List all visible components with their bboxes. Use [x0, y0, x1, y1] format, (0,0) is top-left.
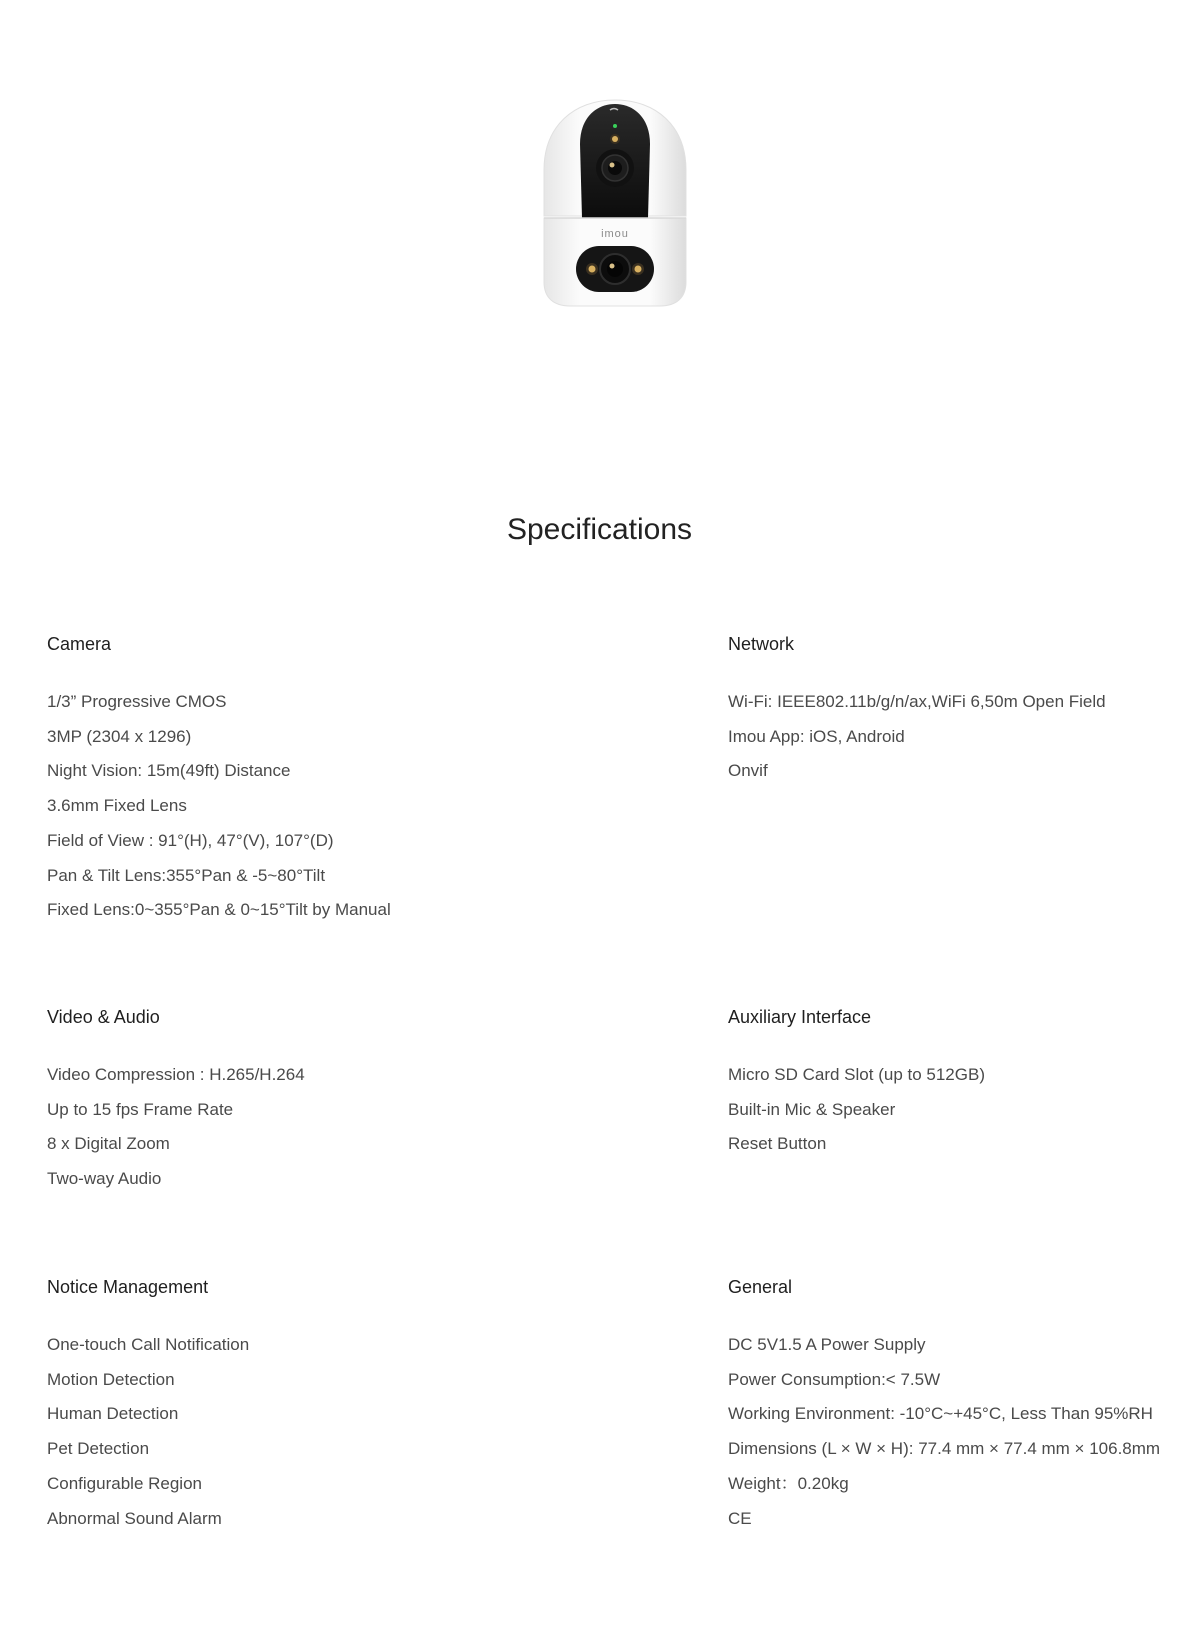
- spec-item: Imou App: iOS, Android: [728, 726, 905, 746]
- section-heading: Camera: [47, 634, 112, 654]
- spec-item: Working Environment: -10°C~+45°C, Less Than 95%RH: [728, 1404, 1153, 1424]
- spec-item: Wi-Fi: IEEE802.11b/g/n/ax,WiFi 6,50m Open Field: [728, 692, 1106, 711]
- spec-item: Field of View : 91°(H), 47°(V), 107°(D): [47, 830, 334, 850]
- spec-item: Up to 15 fps Frame Rate: [47, 1099, 234, 1119]
- spec-list: [728, 1328, 1199, 1536]
- spec-item: Two-way Audio: [47, 1169, 162, 1189]
- spec-item: Micro SD Card Slot (up to 512GB): [728, 1065, 985, 1084]
- spec-item: 3MP (2304 x 1296): [47, 726, 192, 746]
- spec-item: Onvif: [728, 761, 768, 781]
- spec-item: 1/3” Progressive CMOS: [47, 692, 227, 711]
- spec-list: [728, 1058, 1199, 1162]
- spec-item: Pan & Tilt Lens:355°Pan & -5~80°Tilt: [47, 865, 326, 885]
- spec-item: 8 x Digital Zoom: [47, 1134, 170, 1154]
- spec-section-auxiliary-interface: [728, 1006, 1199, 1162]
- spec-list: [47, 1328, 527, 1536]
- spec-list: [728, 685, 1199, 789]
- product-image-camera: [540, 96, 690, 310]
- spec-list: [47, 685, 527, 928]
- spec-item: CE: [728, 1508, 752, 1528]
- brand-logo-text: imou: [601, 228, 629, 240]
- spec-item: Video Compression : H.265/H.264: [47, 1065, 305, 1084]
- spec-item: Power Consumption:< 7.5W: [728, 1369, 941, 1389]
- spec-section-general: [728, 1276, 1199, 1536]
- section-heading: Video & Audio: [47, 1007, 160, 1027]
- spec-item: Configurable Region: [47, 1473, 202, 1493]
- section-heading: Network: [728, 634, 795, 654]
- section-heading: Notice Management: [47, 1277, 209, 1297]
- section-heading: Auxiliary Interface: [728, 1007, 872, 1027]
- section-heading: General: [728, 1277, 793, 1297]
- spec-item: Fixed Lens:0~355°Pan & 0~15°Tilt by Manual: [47, 900, 391, 920]
- spec-list: [47, 1058, 527, 1197]
- spec-item: Built-in Mic & Speaker: [728, 1099, 896, 1119]
- spec-item: DC 5V1.5 A Power Supply: [728, 1335, 926, 1354]
- spec-item: Human Detection: [47, 1404, 179, 1424]
- spec-section-notice-management: [47, 1276, 527, 1536]
- spec-section-camera: [47, 633, 527, 928]
- spec-item: Weight：0.20kg: [728, 1473, 849, 1493]
- spec-item: Dimensions (L × W × H): 77.4 mm × 77.4 mm × 106.8mm: [728, 1439, 1161, 1459]
- page-title: Specifications: [506, 513, 693, 546]
- spec-item: Reset Button: [728, 1134, 827, 1154]
- spec-item: Pet Detection: [47, 1439, 150, 1459]
- spec-section-video-audio: [47, 1006, 527, 1197]
- spec-item: Abnormal Sound Alarm: [47, 1508, 222, 1528]
- spec-item: Motion Detection: [47, 1369, 175, 1389]
- spec-item: One-touch Call Notification: [47, 1335, 250, 1354]
- spec-section-network: [728, 633, 1199, 789]
- spec-item: 3.6mm Fixed Lens: [47, 796, 187, 816]
- spec-item: Night Vision: 15m(49ft) Distance: [47, 761, 291, 781]
